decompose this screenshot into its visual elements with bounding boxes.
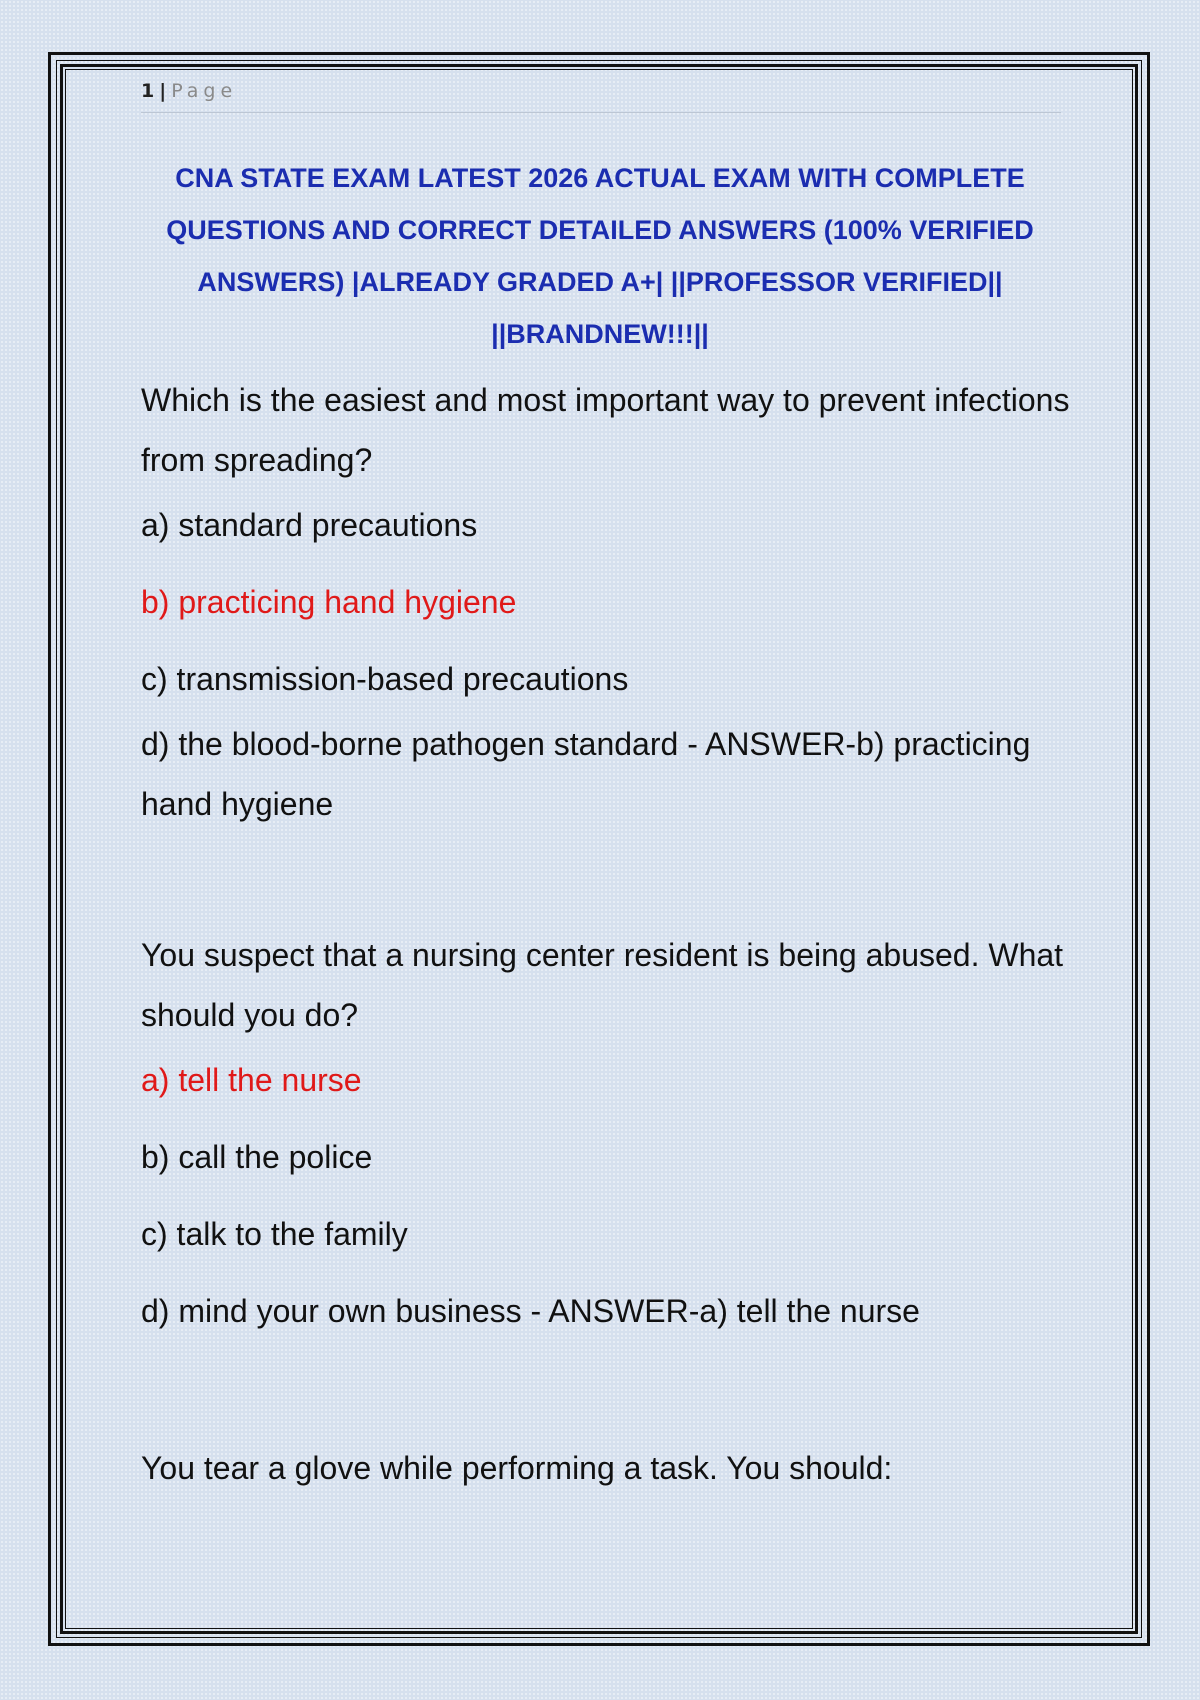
answer-option: a) standard precautions xyxy=(141,507,478,543)
header-divider xyxy=(141,112,1061,113)
page-header-separator: | xyxy=(159,80,168,102)
page-label: Page xyxy=(171,80,238,102)
document-body xyxy=(141,370,1071,1498)
question-prompt: Which is the easiest and most important way to prevent infections from spreading? xyxy=(141,382,1070,478)
question-prompt: You suspect that a nursing center resident is being abused. What should you do? xyxy=(141,937,1064,1033)
answer-option-with-answer: d) mind your own business - ANSWER-a) tell the nurse xyxy=(141,1293,920,1329)
answer-option: b) call the police xyxy=(141,1139,373,1175)
answer-option-correct: b) practicing hand hygiene xyxy=(141,584,517,620)
document-title: CNA STATE EXAM LATEST 2026 ACTUAL EXAM WITH COMPLETE QUESTIONS AND CORRECT DETAILED ANSWERS (100% VERIFIED ANSWERS) |ALREADY GRADED A+| ||PROFESSOR VERIFIED|| ||BRANDNEW!!!|| xyxy=(166,163,1034,349)
answer-option-correct: a) tell the nurse xyxy=(141,1062,362,1098)
question-prompt: You tear a glove while performing a task. You should: xyxy=(141,1450,893,1486)
page-header xyxy=(141,80,237,102)
answer-option-with-answer: d) the blood-borne pathogen standard - ANSWER-b) practicing hand hygiene xyxy=(141,726,1031,822)
answer-option: c) transmission-based precautions xyxy=(141,661,629,697)
answer-option: c) talk to the family xyxy=(141,1216,408,1252)
page-number: 1 xyxy=(141,80,156,102)
